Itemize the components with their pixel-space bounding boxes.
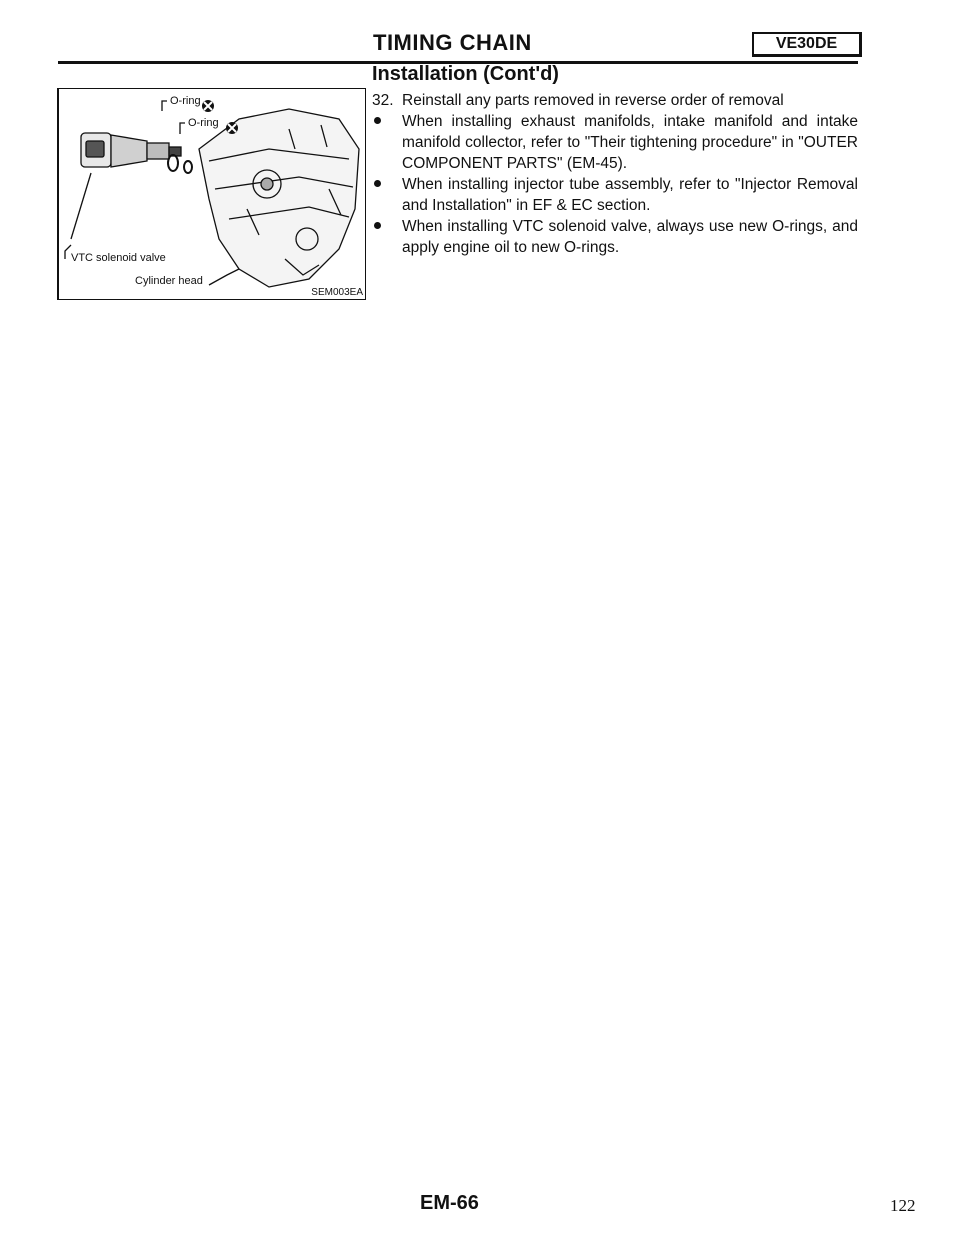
bullet-item	[372, 174, 858, 216]
section-title: Installation (Cont'd)	[372, 63, 559, 85]
step-text: Reinstall any parts removed in reverse order of removal	[402, 92, 784, 109]
figure-label-oring-2: O-ring	[188, 117, 219, 129]
figure-label-oring-1: O-ring	[170, 95, 201, 107]
page-number: 122	[890, 1196, 916, 1215]
step-item	[372, 90, 858, 111]
figure-code: SEM003EA	[311, 287, 363, 298]
figure-label-cylinder-head: Cylinder head	[135, 275, 203, 287]
vtc-solenoid-figure	[57, 88, 366, 300]
step-number: 32.	[372, 92, 394, 109]
page-header-title: TIMING CHAIN	[373, 30, 532, 55]
section-page-number: EM-66	[420, 1192, 479, 1214]
bullet-text: When installing exhaust manifolds, intake manifold and intake manifold collector, refer to "Their tightening procedure" in "OUTER COMPONENT PARTS" (EM-45).	[402, 113, 858, 172]
bullet-item	[372, 111, 858, 174]
bullet-icon	[374, 117, 381, 124]
bullet-text: When installing injector tube assembly, refer to "Injector Removal and Installation" in EF & EC section.	[402, 176, 858, 214]
installation-instructions	[372, 90, 858, 258]
bullet-icon	[374, 222, 381, 229]
engine-model-badge: VE30DE	[752, 32, 862, 57]
figure-label-vtc-valve: VTC solenoid valve	[71, 252, 166, 264]
bullet-text: When installing VTC solenoid valve, always use new O-rings, and apply engine oil to new O-rings.	[402, 218, 858, 256]
bullet-item	[372, 216, 858, 258]
bullet-icon	[374, 180, 381, 187]
